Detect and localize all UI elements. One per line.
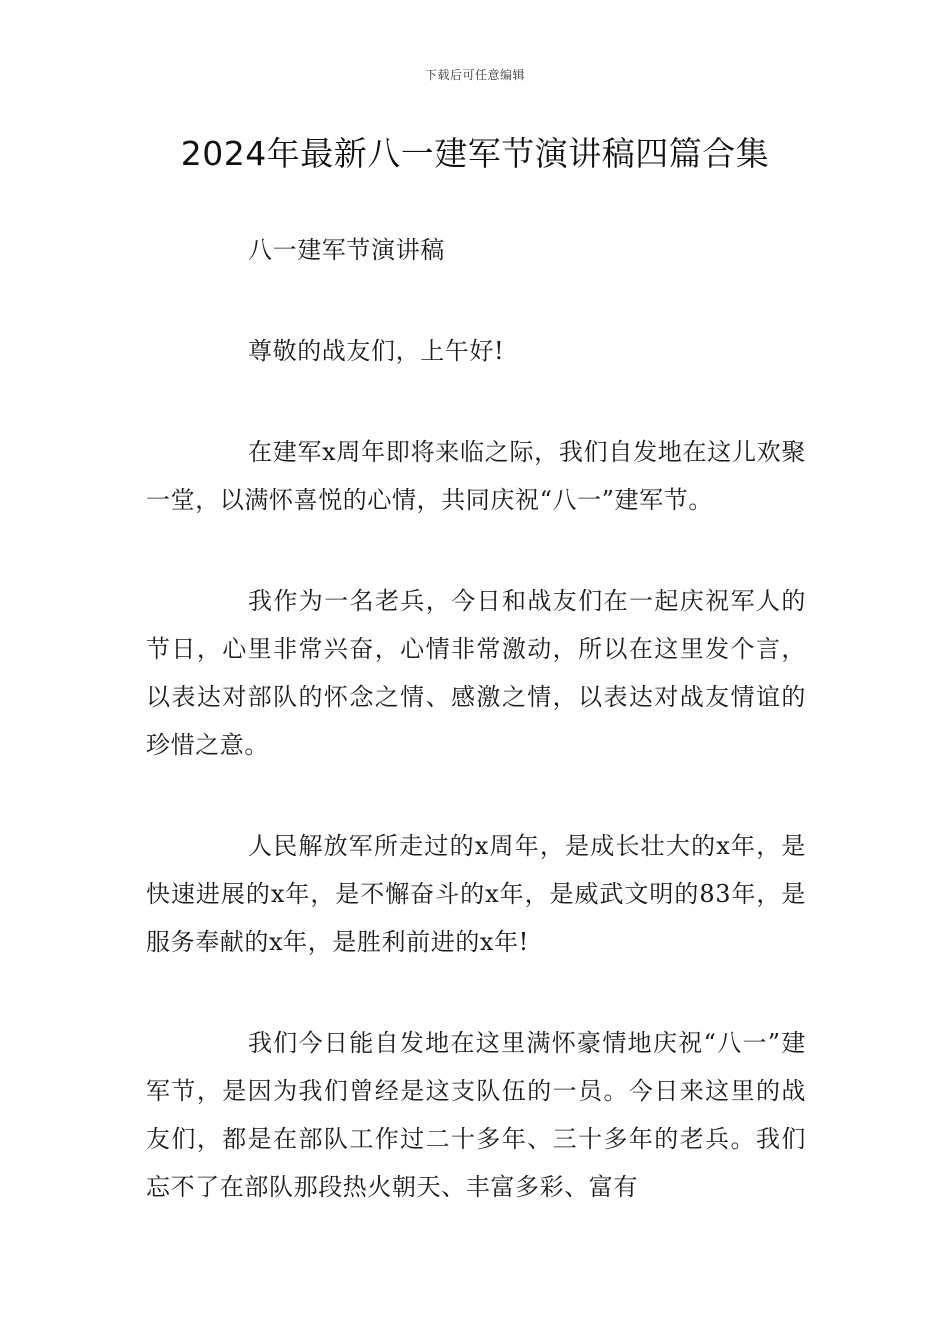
- paragraph: 在建军x周年即将来临之际，我们自发地在这儿欢聚一堂，以满怀喜悦的心情，共同庆祝“八一”建军节。: [146, 438, 806, 514]
- paragraph-subtitle: 八一建军节演讲稿: [248, 236, 445, 264]
- document-title: 2024年最新八一建军节演讲稿四篇合集: [180, 134, 770, 173]
- paragraph: 我们今日能自发地在这里满怀豪情地庆祝“八一”建军节，是因为我们曾经是这支队伍的一员。今日来这里的战友们，都是在部队工作过二十多年、三十多年的老兵。我们忘不了在部队那段热火朝天、丰富多彩、富有: [146, 1029, 806, 1201]
- header-note: 下载后可任意编辑: [424, 68, 525, 82]
- paragraph-greeting: 尊敬的战友们，上午好!: [248, 337, 505, 365]
- document-body: [146, 226, 806, 1264]
- paragraph: 我作为一名老兵，今日和战友们在一起庆祝军人的节日，心里非常兴奋，心情非常激动，所以在这里发个言，以表达对部队的怀念之情、感激之情，以表达对战友情谊的珍惜之意。: [146, 587, 806, 759]
- paragraph: 人民解放军所走过的x周年，是成长壮大的x年，是快速进展的x年，是不懈奋斗的x年，是威武文明的83年，是服务奉献的x年，是胜利前进的x年!: [146, 832, 806, 956]
